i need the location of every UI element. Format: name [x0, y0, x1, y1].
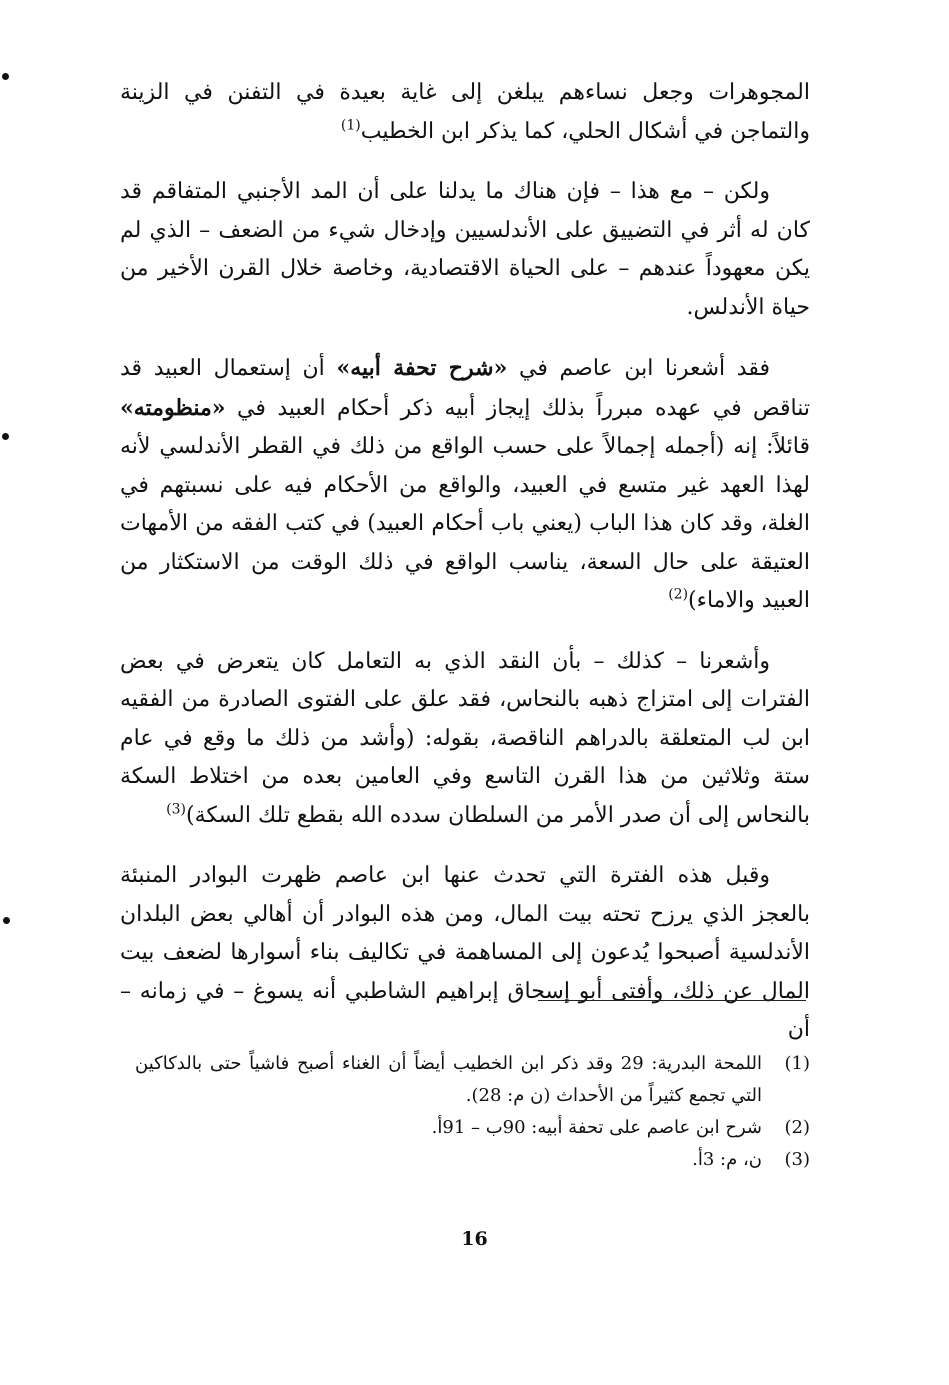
- paragraph: [120, 643, 810, 836]
- text-segment: وأشعرنا – كذلك – بأن النقد الذي به التعامل كان يتعرض في بعض الفترات إلى امتزاج ذهبه بالنحاس، فقد علق على الفتوى الصادرة من الفقيه ابن لب المتعلقة بالدراهم الناقصة، بقوله: (وأشد من ذلك ما وقع في عام ستة وثلاثين من هذا القرن التاسع وفي العامين بعده من اختلاط السكة بالنحاس إلى أن صدر الأمر من السلطان سدده الله بقطع تلك السكة): [120, 648, 810, 828]
- text-segment: قائلاً: إنه (أجمله إجمالاً على حسب الواقع من ذلك في القطر الأندلسي لأنه لهذا العهد غير متسع في العبيد، والواقع من الأحكام فيه على نسبتهم في الغلة، وقد كان هذا الباب (يعني باب أحكام العبيد) في كتب الفقه من الأمهات العتيقة على حال السعة، يناسب الواقع في ذلك الوقت من الاستكثار من العبيد والاماء): [120, 434, 810, 613]
- paragraph: [120, 173, 810, 327]
- text-segment: وقبل هذه الفترة التي تحدث عنها ابن عاصم ظهرت البوادر المنبئة بالعجز الذي يرزح تحته بيت المال، ومن هذه البوادر أن أهالي بعض البلدان الأندلسية أصبحوا يُدعون إلى المساهمة في تكاليف بناء أسوارها لضعف بيت المال عن ذلك، وأفتى أبو إسحاق إبراهيم الشاطبي أنه يسوغ – في زمانه – أن: [120, 863, 810, 1042]
- text-segment: ولكن – مع هذا – فإن هناك ما يدلنا على أن المد الأجنبي المتفاقم قد كان له أثر في التضييق على الأندلسيين وإدخال شيء من الضعف – الذي لم يكن معهوداً عندهم – على الحياة الاقتصادية، وخاصة خلال القرن الأخير من حياة الأندلس.: [120, 179, 810, 320]
- footnotes: [135, 1048, 810, 1176]
- footnote-reference: (1): [340, 117, 361, 134]
- footnote: [135, 1144, 810, 1176]
- footnote: [135, 1112, 810, 1144]
- main-text: [120, 74, 810, 1072]
- footnote-text: ن، م: 3أ.: [692, 1149, 762, 1170]
- emphasized-title: «منظومته»: [120, 394, 226, 421]
- paragraph: [120, 349, 810, 621]
- footnote: [135, 1048, 810, 1112]
- footnote-number: (3): [784, 1149, 810, 1170]
- margin-dot: [2, 433, 9, 440]
- paragraph: [120, 74, 810, 151]
- footnote-text: شرح ابن عاصم على تحفة أبيه: 90ب – 91أ.: [431, 1117, 762, 1138]
- paragraph: [120, 857, 810, 1050]
- margin-dot: [2, 73, 9, 80]
- text-segment: أن إستعمال العبيد قد تناقص في عهده مبرراً بذلك إيجاز أبيه ذكر أحكام العبيد في: [120, 356, 810, 421]
- footnote-reference: (3): [166, 801, 186, 818]
- text-segment: المجوهرات وجعل نساءهم يبلغن إلى غاية بعيدة في التفنن في الزينة والتماجن في أشكال الحلي، كما يذكر ابن الخطيب: [120, 80, 810, 144]
- footnote-reference: (2): [668, 586, 689, 603]
- page-number: 16: [461, 1228, 488, 1250]
- text-segment: فقد أشعرنا ابن عاصم في: [507, 356, 770, 381]
- margin-dot: [3, 917, 10, 924]
- footnote-separator: [538, 1000, 806, 1001]
- emphasized-title: «شرح تحفة أبيه»: [336, 355, 508, 381]
- footnote-text: اللمحة البدرية: 29 وقد ذكر ابن الخطيب أيضاً أن الغناء أصبح فاشياً حتى بالدكاكين التي تجمع كثيراً من الأحداث (ن م: 28).: [135, 1053, 762, 1106]
- footnote-number: (2): [784, 1117, 810, 1138]
- footnote-number: (1): [784, 1053, 810, 1074]
